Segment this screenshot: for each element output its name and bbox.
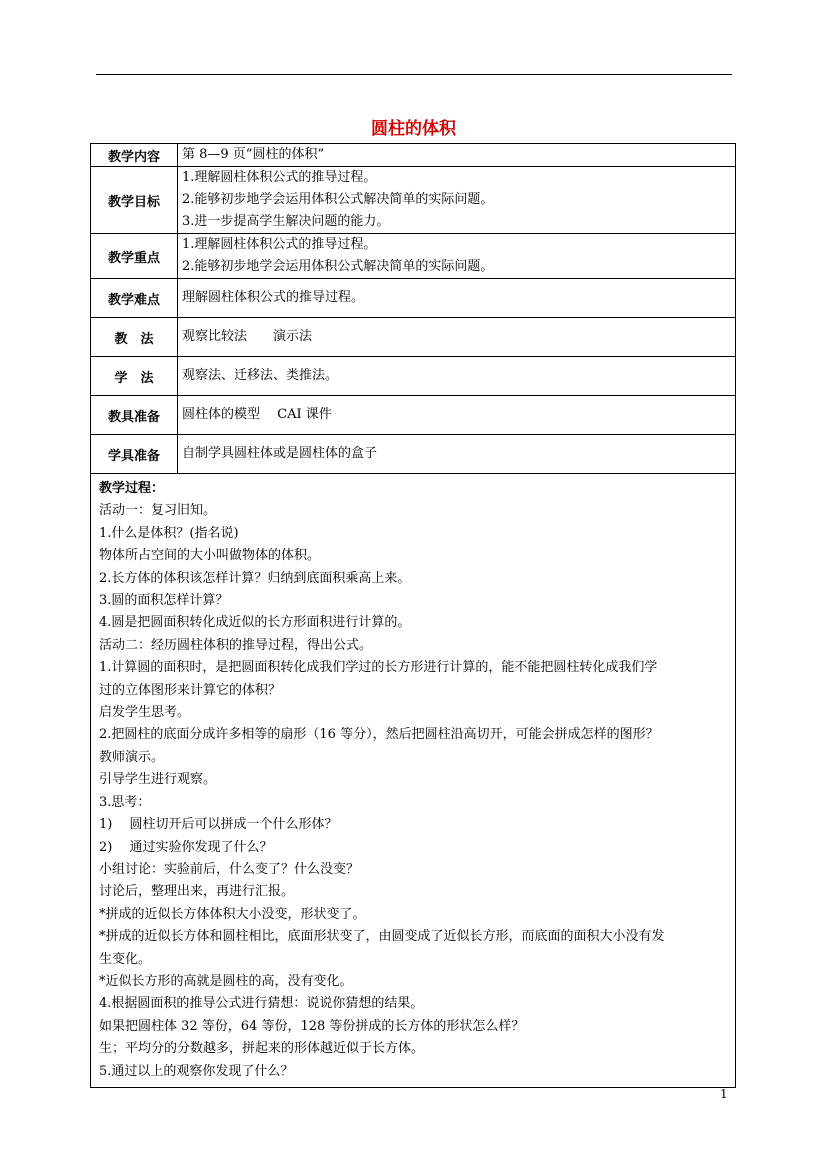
page-title: 圆柱的体积 (371, 119, 456, 139)
row-line: 2.能够初步地学会运用体积公式解决简单的实际问题。 (182, 192, 494, 207)
process-line: 小组讨论：实验前后，什么变了？什么没变？ (99, 861, 360, 877)
process-line: 3.思考： (99, 794, 151, 810)
page-number: 1 (720, 1087, 728, 1101)
process-line: 1.计算圆的面积时，是把圆面积转化成我们学过的长方形进行计算的，能不能把圆柱转化成我们学 (99, 660, 658, 676)
process-line: 4.根据圆面积的推导公式进行猜想：说说你猜想的结果。 (99, 996, 424, 1012)
table-row (91, 144, 736, 167)
row-label: 教学重点 (91, 234, 178, 279)
row-label: 学具准备 (91, 435, 178, 474)
process-line: 过的立体图形来计算它的体积？ (99, 682, 282, 698)
table-row (91, 167, 736, 234)
process-line: *拼成的近似长方体和圆柱相比，底面形状变了，由圆变成了近似长方形，而底面的面积大小没有发 (99, 929, 665, 945)
process-line: 2.把圆柱的底面分成许多相等的扇形（16 等分），然后把圆柱沿高切开，可能会拼成怎样的图形？ (99, 727, 659, 743)
table-row (91, 279, 736, 318)
row-label: 教 法 (91, 318, 178, 357)
row-line: 第 8—9 页“圆柱的体积” (182, 147, 325, 162)
row-line: 3.进一步提高学生解决问题的能力。 (182, 214, 390, 229)
row-line: 观察法、迁移法、类推法。 (182, 368, 339, 383)
row-value (178, 167, 736, 234)
process-line: 3.圆的面积怎样计算？ (99, 593, 229, 609)
process-line: 1) 圆柱切开后可以拼成一个什么形体？ (99, 817, 338, 833)
row-label: 教学难点 (91, 279, 178, 318)
row-value (178, 357, 736, 396)
process-line: 引导学生进行观察。 (99, 772, 217, 788)
process-line: 2) 通过实验你发现了什么？ (99, 839, 273, 855)
process-heading: 教学过程： (99, 481, 165, 496)
process-line: *拼成的近似长方体体积大小没变，形状变了。 (99, 906, 366, 922)
table-row (91, 234, 736, 279)
process-line: 物体所占空间的大小叫做物体的体积。 (99, 548, 321, 564)
header-rule (96, 74, 732, 75)
row-label: 教学目标 (91, 167, 178, 234)
process-line: 生；平均分的分数越多，拼起来的形体越近似于长方体。 (99, 1041, 425, 1057)
table-row (91, 396, 736, 435)
table-row (91, 435, 736, 474)
process-line: 如果把圆柱体 32 等份，64 等份，128 等份拼成的长方体的形状怎么样？ (99, 1018, 525, 1034)
process-line: 教师演示。 (99, 749, 165, 765)
row-line: 1.理解圆柱体积公式的推导过程。 (182, 170, 377, 185)
row-line: 圆柱体的模型 CAI 课件 (182, 407, 332, 422)
table-row (91, 318, 736, 357)
row-value (178, 318, 736, 357)
process-line: 生变化。 (99, 951, 152, 967)
table-row (91, 357, 736, 396)
row-label: 教具准备 (91, 396, 178, 435)
row-line: 自制学具圆柱体或是圆柱体的盒子 (182, 446, 378, 461)
row-line: 理解圆柱体积公式的推导过程。 (182, 290, 365, 305)
row-label: 学 法 (91, 357, 178, 396)
row-line: 2.能够初步地学会运用体积公式解决简单的实际问题。 (182, 259, 494, 274)
row-value (178, 396, 736, 435)
row-value (178, 435, 736, 474)
process-line: 启发学生思考。 (99, 705, 191, 721)
process-line: 活动一：复习旧知。 (99, 503, 217, 519)
process-line: 讨论后，整理出来，再进行汇报。 (99, 884, 295, 900)
lesson-plan-table (90, 143, 736, 1088)
process-lines (99, 500, 727, 1083)
row-line: 1.理解圆柱体积公式的推导过程。 (182, 237, 377, 252)
process-line: 2.长方体的体积该怎样计算？归纳到底面积乘高上来。 (99, 570, 411, 586)
row-value (178, 279, 736, 318)
process-line: 活动二：经历圆柱体积的推导过程，得出公式。 (99, 637, 373, 653)
process-line: 1.什么是体积？(指名说) (99, 525, 239, 541)
row-value (178, 234, 736, 279)
process-line: *近似长方形的高就是圆柱的高，没有变化。 (99, 973, 353, 989)
table-row (91, 474, 736, 1088)
process-line: 4.圆是把圆面积转化成近似的长方形面积进行计算的。 (99, 615, 411, 631)
row-label: 教学内容 (91, 144, 178, 167)
row-line: 观察比较法 演示法 (182, 329, 313, 344)
process-line: 5.通过以上的观察你发现了什么？ (99, 1063, 294, 1079)
row-value (178, 144, 736, 167)
process-cell (91, 474, 736, 1088)
